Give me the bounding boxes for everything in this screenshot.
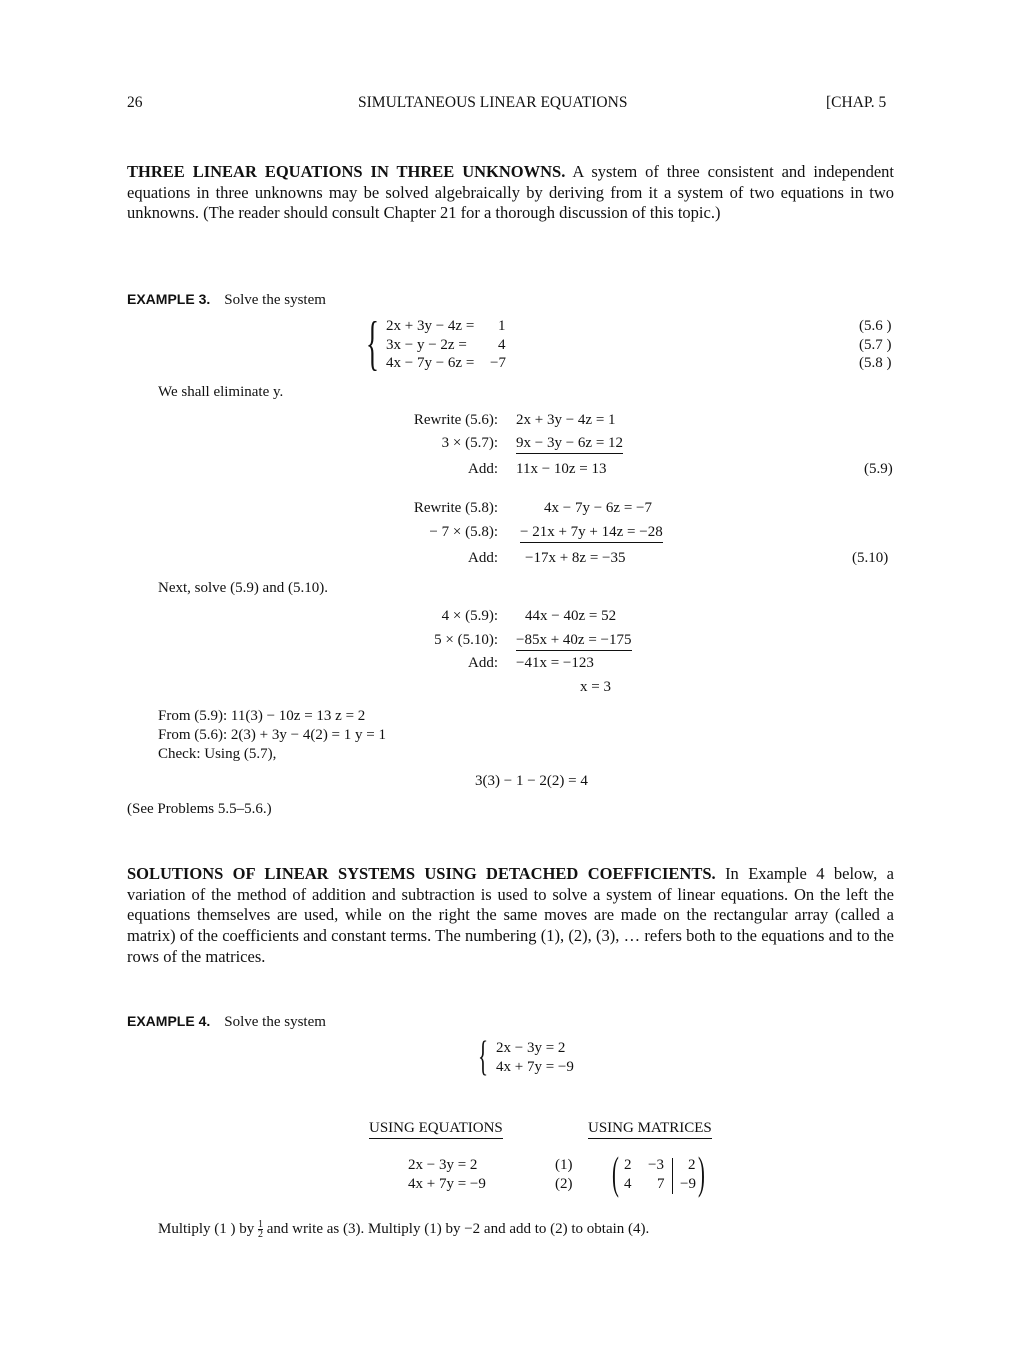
final-note: [158, 1220, 649, 1239]
step-expr: 2x + 3y − 4z = 1: [516, 412, 616, 428]
example-intro: Solve the system: [224, 1014, 326, 1030]
system-lhs-3: 4x − 7y − 6z =: [386, 355, 475, 371]
system-eq-1: 2x − 3y = 2: [496, 1040, 566, 1056]
equation-tag: (5.8 ): [859, 355, 892, 371]
section-title: THREE LINEAR EQUATIONS IN THREE UNKNOWNS.: [127, 162, 566, 181]
step-label: Rewrite (5.6):: [413, 412, 498, 428]
check-line: Check: Using (5.7),: [158, 746, 277, 762]
system-brace: {: [366, 310, 379, 376]
x-result: x = 3: [580, 679, 611, 695]
final-note-b: and write as (3). Multiply (1) by −2 and add to (2) to obtain (4).: [266, 1220, 650, 1237]
step-label: 3 × (5.7):: [441, 435, 498, 451]
step-expr: 4x − 7y − 6z = −7: [544, 500, 652, 516]
step-label: − 7 × (5.8):: [429, 524, 498, 540]
next-note: Next, solve (5.9) and (5.10).: [158, 580, 328, 596]
example-intro: Solve the system: [224, 292, 326, 308]
column-heading-matrices: USING MATRICES: [588, 1120, 712, 1139]
matrix-cell: −9: [680, 1176, 696, 1192]
matrix-cell: −3: [648, 1157, 664, 1173]
system-rhs-2: 4: [498, 337, 506, 353]
equation-tag: (5.6 ): [859, 318, 892, 334]
system-eq-2: 4x + 7y = −9: [496, 1059, 574, 1075]
section-detached-coefficients: [127, 864, 894, 968]
section-three-unknowns: [127, 162, 894, 224]
column-heading-equations: USING EQUATIONS: [369, 1120, 503, 1139]
matrix-cell: 4: [624, 1176, 632, 1192]
step-label: Rewrite (5.8):: [413, 500, 498, 516]
step-label: Add:: [468, 461, 498, 477]
chapter-label: [CHAP. 5: [826, 94, 887, 111]
equation-tag: (1): [555, 1157, 573, 1173]
example-4-heading: [127, 1013, 326, 1031]
step-expr: 11x − 10z = 13: [516, 461, 607, 477]
matrix-divider: [672, 1158, 673, 1194]
equation-1: 2x − 3y = 2: [408, 1157, 478, 1173]
step-expr: −17x + 8z = −35: [525, 550, 626, 566]
from-line: From (5.9): 11(3) − 10z = 13 z = 2: [158, 708, 366, 724]
section-title: SOLUTIONS OF LINEAR SYSTEMS USING DETACHED COEFFICIENTS.: [127, 864, 716, 883]
step-expr: 44x − 40z = 52: [525, 608, 617, 624]
one-half-fraction: $\frac{1}{2}$: [258, 1219, 263, 1240]
section-body: A system of three consistent and independent equations in three unknowns may be solved algebraically by deriving from it a system of two equations in two unknowns. (The reader should consult Chapter 21 for a thorough discussion of this topic.): [127, 162, 895, 223]
from-line: From (5.6): 2(3) + 3y − 4(2) = 1 y = 1: [158, 727, 386, 743]
matrix-cell: 2: [688, 1157, 696, 1173]
equation-tag: (2): [555, 1176, 573, 1192]
step-label: 4 × (5.9):: [441, 608, 498, 624]
example-label: EXAMPLE 4.: [127, 1013, 211, 1029]
section-body: In Example 4 below, a variation of the method of addition and subtraction is used to solve a system of linear equations. On the left the equations themselves are used, while on the right the same moves are made on the rectangular array (called a matrix) of the coefficients and constant terms. The numbering (1), (2), (3), … refers both to the equations and to the rows of the matrices.: [127, 864, 895, 966]
step-expr: −85x + 40z = −175: [516, 632, 632, 651]
equation-2: 4x + 7y = −9: [408, 1176, 486, 1192]
matrix-cell: 2: [624, 1157, 632, 1173]
system-brace: {: [478, 1034, 489, 1080]
final-note-a: Multiply (1 ) by: [158, 1220, 255, 1237]
page-number: 26: [127, 94, 143, 111]
system-lhs-1: 2x + 3y − 4z =: [386, 318, 475, 334]
step-expr: − 21x + 7y + 14z = −28: [520, 524, 663, 543]
equation-tag: (5.7 ): [859, 337, 892, 353]
equation-tag: (5.10): [852, 550, 889, 566]
system-rhs-1: 1: [498, 318, 506, 334]
equation-tag: (5.9): [864, 461, 893, 477]
example-label: EXAMPLE 3.: [127, 291, 211, 307]
matrix-right-paren: ): [698, 1147, 705, 1198]
step-label: 5 × (5.10):: [434, 632, 498, 648]
step-expr: −41x = −123: [516, 655, 594, 671]
eliminate-note: We shall eliminate y.: [158, 384, 284, 400]
system-lhs-2: 3x − y − 2z =: [386, 337, 467, 353]
check-expression: 3(3) − 1 − 2(2) = 4: [475, 773, 588, 789]
system-rhs-3: −7: [490, 355, 506, 371]
step-expr: 9x − 3y − 6z = 12: [516, 435, 623, 454]
example-3-heading: [127, 291, 326, 309]
matrix-left-paren: (: [612, 1147, 619, 1198]
step-label: Add:: [468, 655, 498, 671]
matrix-cell: 7: [657, 1176, 665, 1192]
running-title: SIMULTANEOUS LINEAR EQUATIONS: [358, 94, 628, 111]
step-label: Add:: [468, 550, 498, 566]
see-problems: (See Problems 5.5–5.6.): [127, 801, 272, 817]
